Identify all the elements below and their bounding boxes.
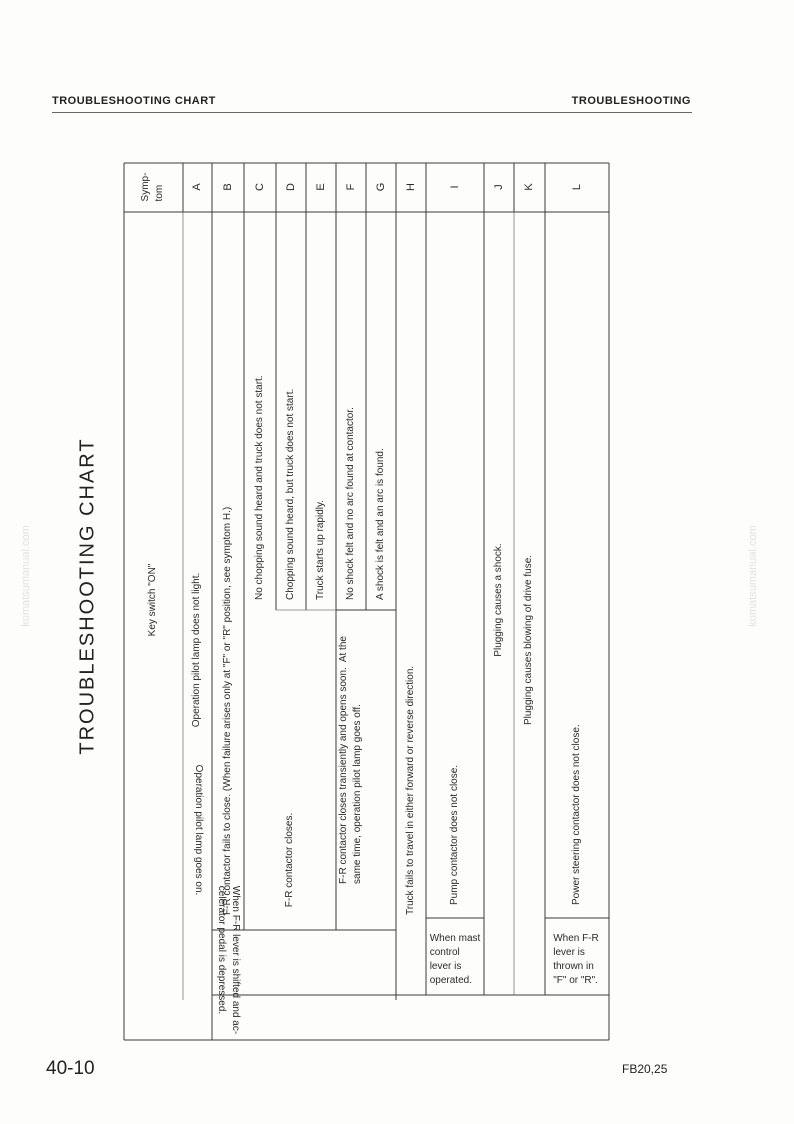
watermark-left: komatsumanual.com (19, 525, 32, 627)
header-right-title: TROUBLESHOOTING (571, 95, 691, 107)
page-number: 40-10 (46, 1058, 95, 1079)
watermark-right: komatsumanual.com (746, 525, 759, 627)
header-rule (52, 112, 692, 113)
model-code: FB20,25 (622, 1062, 668, 1076)
header-left-title: TROUBLESHOOTING CHART (52, 95, 216, 107)
